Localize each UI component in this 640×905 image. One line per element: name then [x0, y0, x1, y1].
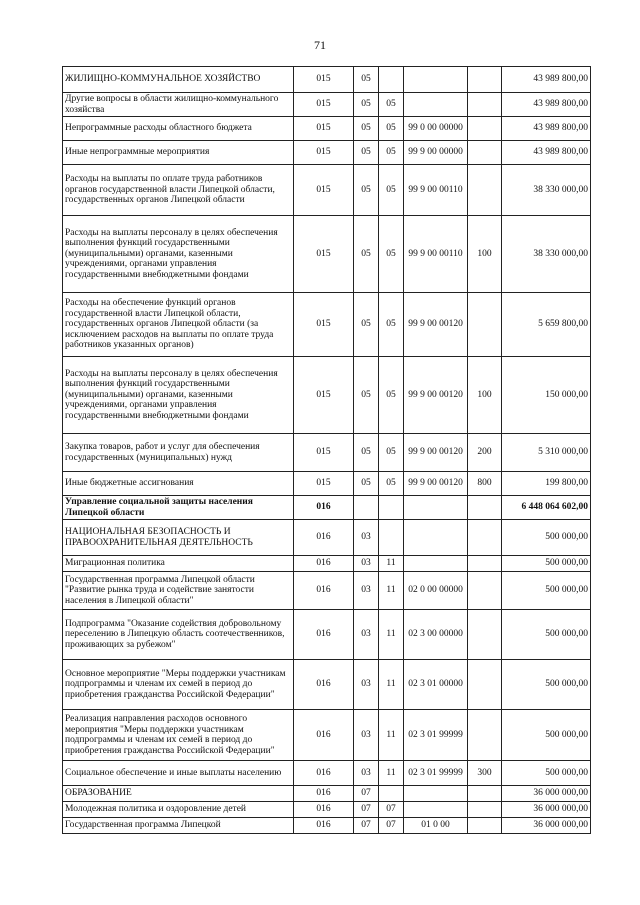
- row-name: ОБРАЗОВАНИЕ: [63, 786, 294, 802]
- target-article-code: 02 3 01 99999: [404, 710, 468, 761]
- subsection-code: [379, 520, 404, 556]
- subsection-code: 05: [379, 93, 404, 117]
- row-amount: 43 989 800,00: [502, 93, 591, 117]
- subsection-code: 07: [379, 802, 404, 818]
- table-row: [63, 572, 591, 610]
- table-row: [63, 786, 591, 802]
- ministry-code: 016: [294, 761, 354, 786]
- expense-type-code: 800: [468, 472, 502, 496]
- target-article-code: 99 9 00 00120: [404, 293, 468, 357]
- subsection-code: 05: [379, 216, 404, 293]
- target-article-code: [404, 496, 468, 520]
- table-row: [63, 556, 591, 572]
- ministry-code: 016: [294, 556, 354, 572]
- row-amount: 199 800,00: [502, 472, 591, 496]
- target-article-code: [404, 520, 468, 556]
- subsection-code: 05: [379, 434, 404, 472]
- section-code: 05: [354, 293, 379, 357]
- row-amount: 500 000,00: [502, 710, 591, 761]
- table-row: [63, 117, 591, 141]
- subsection-code: 05: [379, 117, 404, 141]
- row-name: Закупка товаров, работ и услуг для обеспечения государственных (муниципальных) нужд: [63, 434, 294, 472]
- row-name: Расходы на выплаты по оплате труда работников органов государственной власти Липецкой области, государственных органов Липецкой области: [63, 165, 294, 216]
- row-amount: 500 000,00: [502, 660, 591, 710]
- section-code: 07: [354, 802, 379, 818]
- row-name: Реализация направления расходов основного мероприятия "Меры поддержки участникам подпрограммы и членам их семей в период до приобретения гражданства Российской Федерации": [63, 710, 294, 761]
- section-code: 05: [354, 165, 379, 216]
- ministry-code: 016: [294, 710, 354, 761]
- expense-type-code: 100: [468, 216, 502, 293]
- section-code: 05: [354, 472, 379, 496]
- section-code: 05: [354, 216, 379, 293]
- ministry-code: 015: [294, 357, 354, 434]
- row-name: Государственная программа Липецкой: [63, 818, 294, 834]
- section-code: 05: [354, 67, 379, 93]
- table-row: [63, 216, 591, 293]
- section-code: 03: [354, 710, 379, 761]
- ministry-code: 016: [294, 520, 354, 556]
- ministry-code: 016: [294, 786, 354, 802]
- ministry-code: 016: [294, 496, 354, 520]
- expense-type-code: [468, 660, 502, 710]
- expense-type-code: [468, 556, 502, 572]
- table-row: [63, 520, 591, 556]
- ministry-code: 015: [294, 165, 354, 216]
- ministry-code: 015: [294, 216, 354, 293]
- table-row: [63, 434, 591, 472]
- row-amount: 6 448 064 602,00: [502, 496, 591, 520]
- target-article-code: 99 9 00 00120: [404, 357, 468, 434]
- subsection-code: 07: [379, 818, 404, 834]
- subsection-code: 05: [379, 472, 404, 496]
- row-amount: 500 000,00: [502, 520, 591, 556]
- expense-type-code: [468, 496, 502, 520]
- target-article-code: 99 9 00 00120: [404, 472, 468, 496]
- table-row: [63, 293, 591, 357]
- subsection-code: [379, 786, 404, 802]
- target-article-code: [404, 802, 468, 818]
- section-code: 07: [354, 786, 379, 802]
- row-amount: 38 330 000,00: [502, 216, 591, 293]
- table-row: [63, 802, 591, 818]
- row-amount: 500 000,00: [502, 556, 591, 572]
- row-amount: 150 000,00: [502, 357, 591, 434]
- row-amount: 36 000 000,00: [502, 818, 591, 834]
- row-amount: 5 310 000,00: [502, 434, 591, 472]
- row-name: НАЦИОНАЛЬНАЯ БЕЗОПАСНОСТЬ И ПРАВООХРАНИТЕЛЬНАЯ ДЕЯТЕЛЬНОСТЬ: [63, 520, 294, 556]
- subsection-code: 11: [379, 660, 404, 710]
- page-number: 71: [314, 38, 326, 52]
- table-row: [63, 761, 591, 786]
- row-name: ЖИЛИЩНО-КОММУНАЛЬНОЕ ХОЗЯЙСТВО: [63, 67, 294, 93]
- section-code: 03: [354, 660, 379, 710]
- ministry-code: 016: [294, 610, 354, 660]
- subsection-code: 05: [379, 165, 404, 216]
- target-article-code: [404, 556, 468, 572]
- ministry-code: 015: [294, 141, 354, 165]
- target-article-code: 99 9 00 00000: [404, 141, 468, 165]
- table-row: [63, 141, 591, 165]
- subsection-code: 11: [379, 710, 404, 761]
- expense-type-code: [468, 610, 502, 660]
- row-amount: 38 330 000,00: [502, 165, 591, 216]
- row-amount: 500 000,00: [502, 572, 591, 610]
- row-amount: 500 000,00: [502, 610, 591, 660]
- section-code: 07: [354, 818, 379, 834]
- ministry-code: 015: [294, 67, 354, 93]
- section-code: 03: [354, 556, 379, 572]
- section-code: 03: [354, 520, 379, 556]
- target-article-code: 02 3 01 00000: [404, 660, 468, 710]
- expense-type-code: [468, 802, 502, 818]
- row-name: Управление социальной защиты населения Липецкой области: [63, 496, 294, 520]
- section-code: 03: [354, 572, 379, 610]
- section-code: 05: [354, 434, 379, 472]
- table-row: [63, 710, 591, 761]
- row-name: Миграционная политика: [63, 556, 294, 572]
- subsection-code: 11: [379, 610, 404, 660]
- expense-type-code: [468, 572, 502, 610]
- row-name: Непрограммные расходы областного бюджета: [63, 117, 294, 141]
- target-article-code: [404, 786, 468, 802]
- ministry-code: 016: [294, 660, 354, 710]
- table-row-agency: [63, 496, 591, 520]
- expense-type-code: [468, 117, 502, 141]
- ministry-code: 016: [294, 818, 354, 834]
- expense-type-code: [468, 818, 502, 834]
- table-row: [63, 660, 591, 710]
- section-code: [354, 496, 379, 520]
- table-row: [63, 93, 591, 117]
- row-name: Другие вопросы в области жилищно-коммунального хозяйства: [63, 93, 294, 117]
- target-article-code: 99 9 00 00110: [404, 165, 468, 216]
- expense-type-code: 100: [468, 357, 502, 434]
- row-amount: 36 000 000,00: [502, 802, 591, 818]
- section-code: 03: [354, 610, 379, 660]
- expense-type-code: [468, 520, 502, 556]
- table-row: [63, 357, 591, 434]
- ministry-code: 015: [294, 117, 354, 141]
- subsection-code: 05: [379, 141, 404, 165]
- subsection-code: 11: [379, 761, 404, 786]
- table-row: [63, 165, 591, 216]
- row-amount: 43 989 800,00: [502, 117, 591, 141]
- expense-type-code: 200: [468, 434, 502, 472]
- target-article-code: 01 0 00: [404, 818, 468, 834]
- table-row: [63, 610, 591, 660]
- section-code: 05: [354, 141, 379, 165]
- ministry-code: 015: [294, 293, 354, 357]
- target-article-code: 02 3 00 00000: [404, 610, 468, 660]
- row-amount: 500 000,00: [502, 761, 591, 786]
- target-article-code: 99 9 00 00110: [404, 216, 468, 293]
- target-article-code: [404, 93, 468, 117]
- target-article-code: 02 0 00 00000: [404, 572, 468, 610]
- expense-type-code: [468, 141, 502, 165]
- subsection-code: 05: [379, 293, 404, 357]
- subsection-code: 11: [379, 572, 404, 610]
- ministry-code: 015: [294, 93, 354, 117]
- subsection-code: [379, 496, 404, 520]
- row-name: Основное мероприятие "Меры поддержки участникам подпрограммы и членам их семей в период до приобретения гражданства Российской Федерации": [63, 660, 294, 710]
- row-name: Расходы на обеспечение функций органов государственной власти Липецкой области, государственных органов Липецкой области (за исключением расходов на выплаты по оплате труда работников указанных органов): [63, 293, 294, 357]
- table-row: [63, 472, 591, 496]
- row-name: Иные бюджетные ассигнования: [63, 472, 294, 496]
- target-article-code: 99 9 00 00120: [404, 434, 468, 472]
- row-name: Подпрограмма "Оказание содействия добровольному переселению в Липецкую область соотечественников, проживающих за рубежом": [63, 610, 294, 660]
- row-name: Расходы на выплаты персоналу в целях обеспечения выполнения функций государственными (муниципальными) органами, казенными учреждениями, органами управления государственными внебюджетными фондами: [63, 216, 294, 293]
- expense-type-code: [468, 165, 502, 216]
- subsection-code: 11: [379, 556, 404, 572]
- section-code: 03: [354, 761, 379, 786]
- row-name: Социальное обеспечение и иные выплаты населению: [63, 761, 294, 786]
- target-article-code: 02 3 01 99999: [404, 761, 468, 786]
- ministry-code: 015: [294, 434, 354, 472]
- ministry-code: 016: [294, 802, 354, 818]
- target-article-code: 99 0 00 00000: [404, 117, 468, 141]
- row-amount: 36 000 000,00: [502, 786, 591, 802]
- ministry-code: 015: [294, 472, 354, 496]
- expense-type-code: [468, 293, 502, 357]
- budget-table: [62, 66, 591, 834]
- row-name: Иные непрограммные мероприятия: [63, 141, 294, 165]
- section-code: 05: [354, 357, 379, 434]
- row-amount: 5 659 800,00: [502, 293, 591, 357]
- expense-type-code: [468, 786, 502, 802]
- row-amount: 43 989 800,00: [502, 67, 591, 93]
- row-amount: 43 989 800,00: [502, 141, 591, 165]
- expense-type-code: [468, 93, 502, 117]
- row-name: Расходы на выплаты персоналу в целях обеспечения выполнения функций государственными (муниципальными) органами, казенными учреждениями, органами управления государственными внебюджетными фондами: [63, 357, 294, 434]
- target-article-code: [404, 67, 468, 93]
- subsection-code: 05: [379, 357, 404, 434]
- expense-type-code: [468, 710, 502, 761]
- table-row: [63, 67, 591, 93]
- table-row: [63, 818, 591, 834]
- subsection-code: [379, 67, 404, 93]
- expense-type-code: 300: [468, 761, 502, 786]
- section-code: 05: [354, 117, 379, 141]
- row-name: Государственная программа Липецкой области "Развитие рынка труда и содействие занятости населения в Липецкой области": [63, 572, 294, 610]
- ministry-code: 016: [294, 572, 354, 610]
- expense-type-code: [468, 67, 502, 93]
- section-code: 05: [354, 93, 379, 117]
- row-name: Молодежная политика и оздоровление детей: [63, 802, 294, 818]
